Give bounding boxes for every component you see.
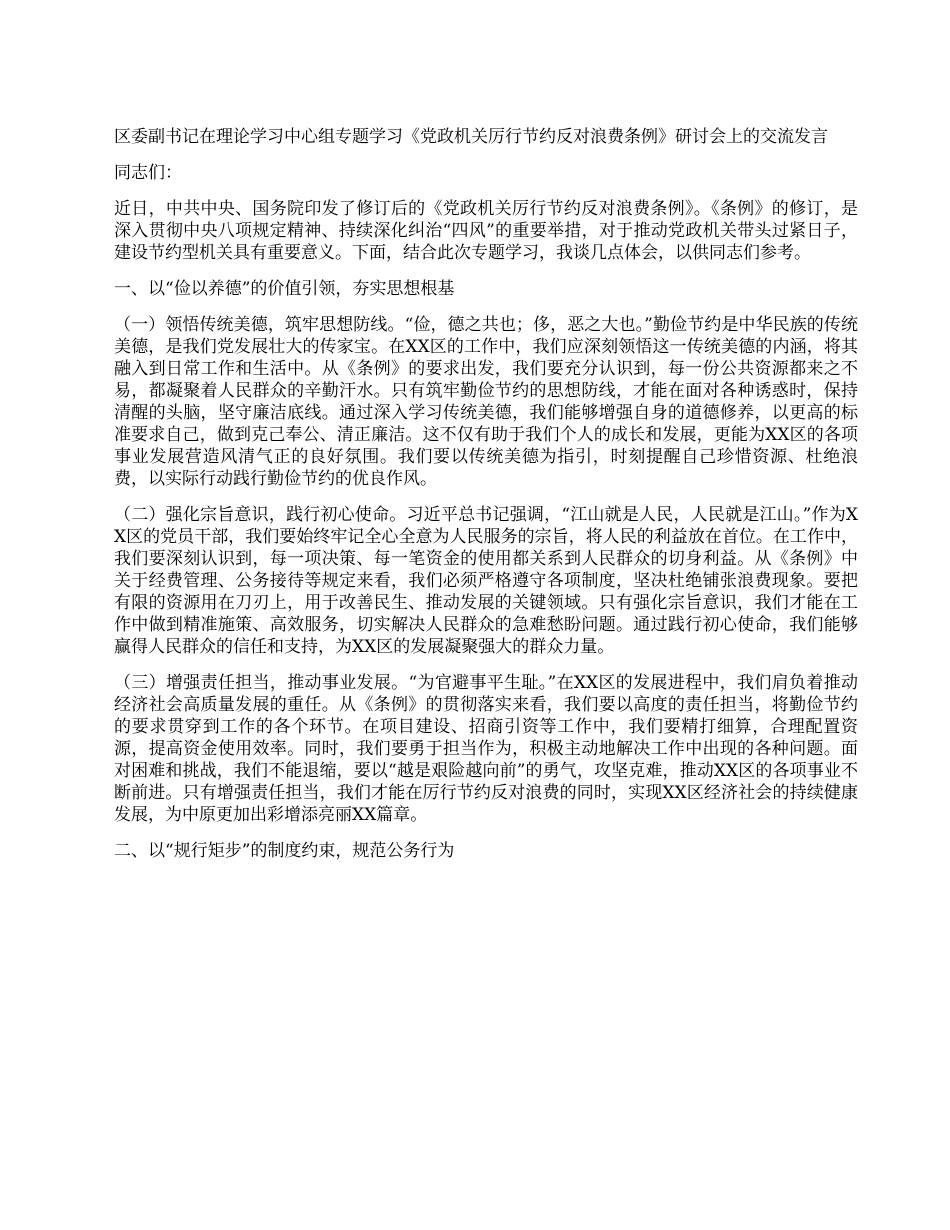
paragraph-intro: 近日，中共中央、国务院印发了修订后的《党政机关厉行节约反对浪费条例》。《条例》的修订，是深入贯彻中央八项规定精神、持续深化纠治“四风”的重要举措，对于推动党政机关带头过紧日子，建设节约型机关具有重要意义。下面，结合此次专题学习，我谈几点体会，以供同志们参考。 [114, 199, 858, 263]
document-body [114, 126, 858, 876]
document-title: 区委副书记在理论学习中心组专题学习《党政机关厉行节约反对浪费条例》研讨会上的交流发言 [114, 127, 828, 147]
paragraph-1-2: （二）强化宗旨意识，践行初心使命。习近平总书记强调，“江山就是人民，人民就是江山。”作为XX区的党员干部，我们要始终牢记全心全意为人民服务的宗旨，将人民的利益放在首位。在工作中，我们要深刻认识到，每一项决策、每一笔资金的使用都关系到人民群众的切身利益。从《条例》中关于经费管理、公务接待等规定来看，我们必须严格遵守各项制度，坚决杜绝铺张浪费现象。要把有限的资源用在刀刃上，用于改善民生、推动发展的关键领域。只有强化宗旨意识，我们才能在工作中做到精准施策、高效服务，切实解决人民群众的急难愁盼问题。通过践行初心使命，我们能够赢得人民群众的信任和支持，为XX区的发展凝聚强大的群众力量。 [114, 505, 858, 657]
section-heading-2: 二、以“规行矩步”的制度约束，规范公务行为 [114, 841, 455, 861]
salutation: 同志们： [114, 163, 182, 183]
paragraph-1-3: （三）增强责任担当，推动事业发展。“为官避事平生耻。”在XX区的发展进程中，我们肩负着推动经济社会高质量发展的重任。从《条例》的贯彻落实来看，我们要以高度的责任担当，将勤俭节约的要求贯穿到工作的各个环节。在项目建设、招商引资等工作中，我们要精打细算，合理配置资源，提高资金使用效率。同时，我们要勇于担当作为，积极主动地解决工作中出现的各种问题。面对困难和挑战，我们不能退缩，要以“越是艰险越向前”的勇气，攻坚克难，推动XX区的各项事业不断前进。只有增强责任担当，我们才能在厉行节约反对浪费的同时，实现XX区经济社会的持续健康发展，为中原更加出彩增添亮丽XX篇章。 [114, 673, 858, 825]
section-heading-1: 一、以“俭以养德”的价值引领，夯实思想根基 [114, 279, 455, 299]
paragraph-1-1: （一）领悟传统美德，筑牢思想防线。“俭，德之共也；侈，恶之大也。”勤俭节约是中华民族的传统美德，是我们党发展壮大的传家宝。在XX区的工作中，我们应深刻领悟这一传统美德的内涵，将其融入到日常工作和生活中。从《条例》的要求出发，我们要充分认识到，每一份公共资源都来之不易，都凝聚着人民群众的辛勤汗水。只有筑牢勤俭节约的思想防线，才能在面对各种诱惑时，保持清醒的头脑，坚守廉洁底线。通过深入学习传统美德，我们能够增强自身的道德修养，以更高的标准要求自己，做到克己奉公、清正廉洁。这不仅有助于我们个人的成长和发展，更能为XX区的各项事业发展营造风清气正的良好氛围。我们要以传统美德为指引，时刻提醒自己珍惜资源、杜绝浪费，以实际行动践行勤俭节约的优良作风。 [114, 315, 858, 489]
